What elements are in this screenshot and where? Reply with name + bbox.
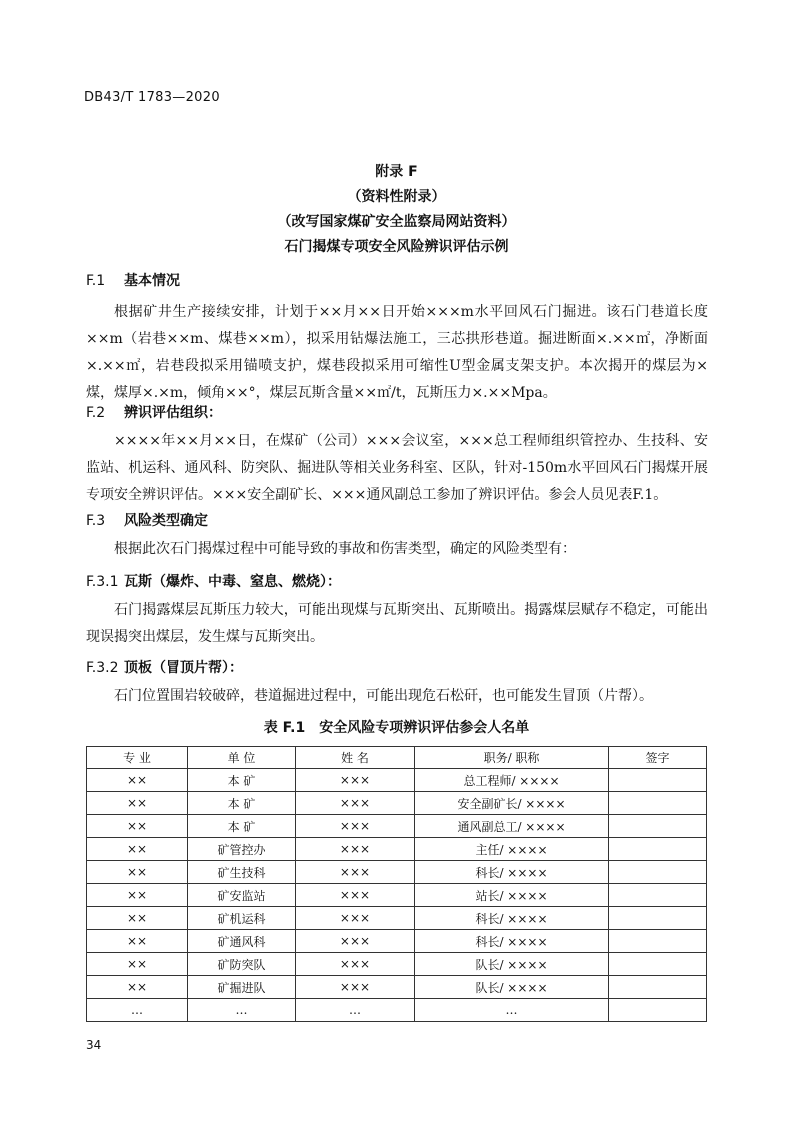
- cell-signature: [609, 838, 707, 861]
- cell-name: ×××: [296, 907, 415, 930]
- section-title: 基本情况: [124, 273, 180, 289]
- section-heading-f32: [86, 657, 243, 677]
- cell-specialty: ××: [87, 884, 188, 907]
- cell-unit: 矿通风科: [188, 930, 296, 953]
- cell-specialty: ××: [87, 953, 188, 976]
- cell-specialty: ××: [87, 815, 188, 838]
- appendix-heading: [0, 160, 793, 260]
- cell-name: ×××: [296, 792, 415, 815]
- cell-unit: …: [188, 999, 296, 1022]
- cell-position: 安全副矿长/ ××××: [415, 792, 609, 815]
- cell-specialty: ××: [87, 861, 188, 884]
- table-row: [87, 930, 707, 953]
- cell-unit: 矿机运科: [188, 907, 296, 930]
- cell-signature: [609, 861, 707, 884]
- cell-position: 科长/ ××××: [415, 930, 609, 953]
- cell-signature: [609, 884, 707, 907]
- cell-position: 通风副总工/ ××××: [415, 815, 609, 838]
- cell-specialty: ××: [87, 907, 188, 930]
- cell-position: 总工程师/ ××××: [415, 769, 609, 792]
- cell-name: ×××: [296, 861, 415, 884]
- cell-position: 队长/ ××××: [415, 953, 609, 976]
- table-row: [87, 792, 707, 815]
- cell-signature: [609, 792, 707, 815]
- cell-specialty: ××: [87, 976, 188, 999]
- section-number: F.3: [86, 513, 106, 529]
- header-position: 职务/ 职称: [415, 747, 609, 769]
- appendix-type: （资料性附录）: [347, 189, 446, 205]
- section-number: F.1: [86, 273, 106, 289]
- header-signature: 签字: [609, 747, 707, 769]
- table-row: [87, 769, 707, 792]
- cell-name: ×××: [296, 815, 415, 838]
- cell-unit: 矿生技科: [188, 861, 296, 884]
- cell-signature: [609, 953, 707, 976]
- table-row: [87, 884, 707, 907]
- cell-unit: 矿管控办: [188, 838, 296, 861]
- cell-name: …: [296, 999, 415, 1022]
- cell-unit: 本 矿: [188, 815, 296, 838]
- cell-position: 科长/ ××××: [415, 861, 609, 884]
- table-row: [87, 907, 707, 930]
- section-number: F.2: [86, 405, 106, 421]
- cell-signature: [609, 976, 707, 999]
- cell-specialty: ××: [87, 930, 188, 953]
- cell-position: 队长/ ××××: [415, 976, 609, 999]
- table-row: [87, 861, 707, 884]
- section-body-f1: 根据矿井生产接续安排，计划于××月××日开始×××m水平回风石门掘进。该石门巷道长度××m（岩巷××m、煤巷××m），拟采用钻爆法施工，三芯拱形巷道。掘进断面×.××㎡，净断面×.××㎡，岩巷段拟采用锚喷支护，煤巷段拟采用可缩性U型金属支架支护。本次揭开的煤层为×煤，煤厚×.×m，倾角××°，煤层瓦斯含量××㎡/t，瓦斯压力×.××Mpa。: [86, 304, 708, 401]
- cell-unit: 本 矿: [188, 792, 296, 815]
- cell-position: 站长/ ××××: [415, 884, 609, 907]
- section-heading-f2: [86, 402, 222, 422]
- cell-name: ×××: [296, 976, 415, 999]
- cell-name: ×××: [296, 884, 415, 907]
- table-row: [87, 976, 707, 999]
- standard-code: DB43/T 1783—2020: [84, 90, 220, 105]
- cell-unit: 本 矿: [188, 769, 296, 792]
- header-specialty: 专 业: [87, 747, 188, 769]
- attendee-table: [86, 746, 707, 1022]
- section-number: F.3.2: [86, 660, 119, 676]
- cell-signature: [609, 930, 707, 953]
- table-row: [87, 999, 707, 1022]
- header-unit: 单 位: [188, 747, 296, 769]
- section-title: 辨识评估组织：: [124, 405, 222, 421]
- section-body-f2: ××××年××月××日，在煤矿（公司）×××会议室，×××总工程师组织管控办、生技科、安监站、机运科、通风科、防突队、掘进队等相关业务科室、区队，针对-150m水平回风石门揭煤开展专项安全辨识评估。×××安全副矿长、×××通风副总工参加了辨识评估。参会人员见表F.1。: [86, 433, 708, 503]
- cell-name: ×××: [296, 838, 415, 861]
- section-body-f32: 石门位置围岩较破碎，巷道掘进过程中，可能出现危石松矸，也可能发生冒顶（片帮）。: [114, 688, 653, 704]
- cell-name: ×××: [296, 930, 415, 953]
- table-caption: 表 F.1 安全风险专项辨识评估参会人名单: [263, 720, 530, 736]
- section-body-f31: 石门揭露煤层瓦斯压力较大，可能出现煤与瓦斯突出、瓦斯喷出。揭露煤层赋存不稳定，可能出现误揭突出煤层，发生煤与瓦斯突出。: [86, 602, 708, 645]
- table-row: [87, 953, 707, 976]
- cell-specialty: …: [87, 999, 188, 1022]
- cell-position: …: [415, 999, 609, 1022]
- section-number: F.3.1: [86, 574, 119, 590]
- section-title: 顶板（冒顶片帮）：: [124, 660, 243, 676]
- appendix-subject: 石门揭煤专项安全风险辨识评估示例: [284, 239, 509, 255]
- appendix-source: （改写国家煤矿安全监察局网站资料）: [277, 214, 516, 230]
- cell-signature: [609, 769, 707, 792]
- cell-position: 主任/ ××××: [415, 838, 609, 861]
- cell-unit: 矿掘进队: [188, 976, 296, 999]
- cell-specialty: ××: [87, 769, 188, 792]
- table-row: [87, 838, 707, 861]
- table-row: [87, 815, 707, 838]
- section-title: 风险类型确定: [124, 513, 208, 529]
- section-body-f3: 根据此次石门揭煤过程中可能导致的事故和伤害类型，确定的风险类型有：: [114, 541, 576, 557]
- cell-unit: 矿防突队: [188, 953, 296, 976]
- section-title: 瓦斯（爆炸、中毒、窒息、燃烧）：: [124, 574, 341, 590]
- header-name: 姓 名: [296, 747, 415, 769]
- page-number: 34: [86, 1038, 102, 1052]
- cell-unit: 矿安监站: [188, 884, 296, 907]
- cell-signature: [609, 815, 707, 838]
- section-heading-f1: [86, 270, 180, 290]
- table-header-row: [87, 747, 707, 769]
- section-heading-f3: [86, 510, 208, 530]
- section-heading-f31: [86, 571, 341, 591]
- cell-name: ×××: [296, 769, 415, 792]
- appendix-title: 附录 F: [375, 164, 418, 180]
- cell-specialty: ××: [87, 792, 188, 815]
- cell-position: 科长/ ××××: [415, 907, 609, 930]
- cell-specialty: ××: [87, 838, 188, 861]
- cell-signature: [609, 999, 707, 1022]
- cell-name: ×××: [296, 953, 415, 976]
- cell-signature: [609, 907, 707, 930]
